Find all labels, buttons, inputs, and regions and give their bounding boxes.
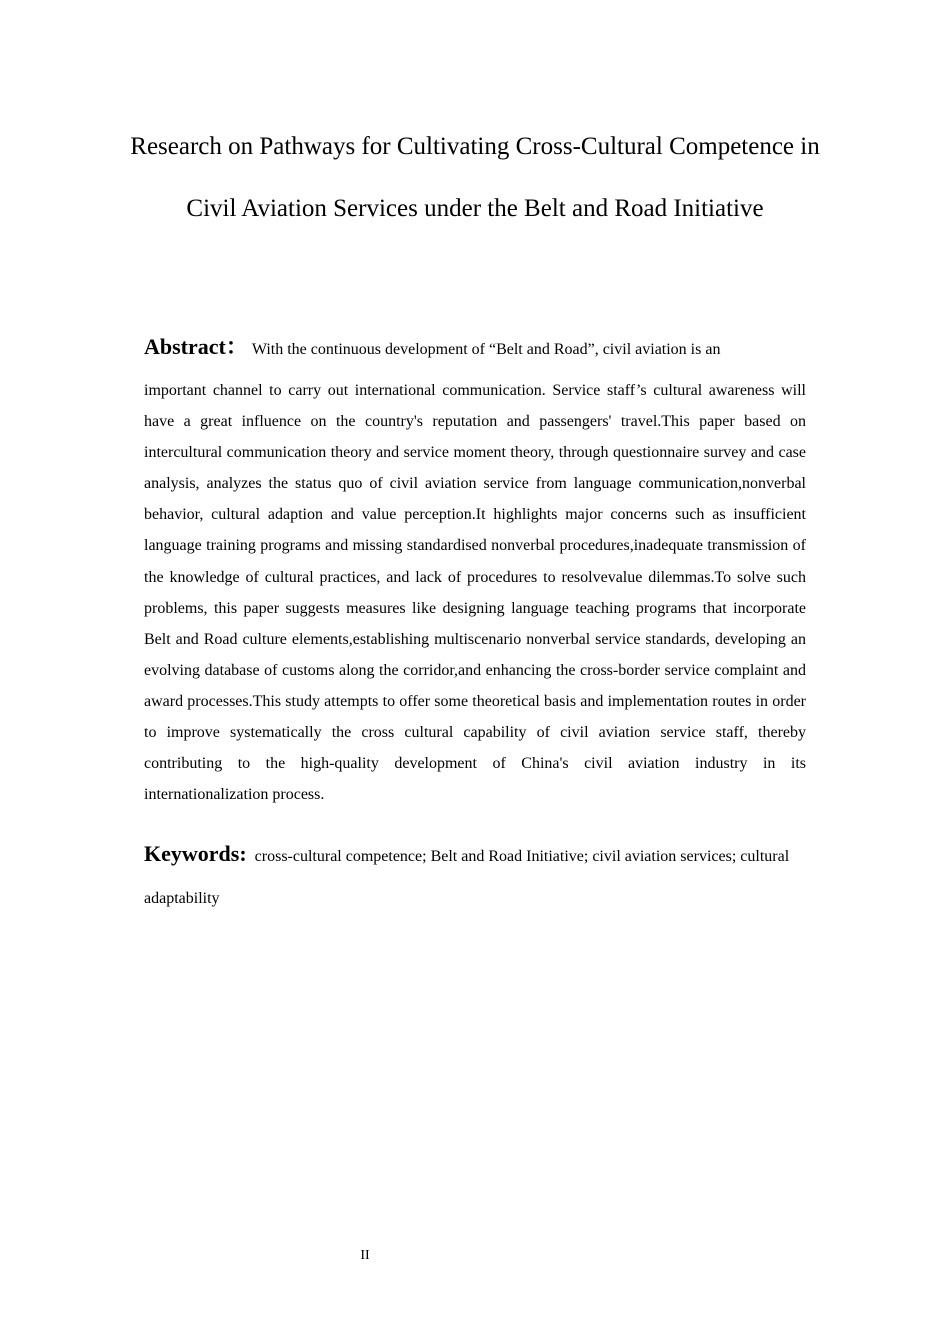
paper-title: Research on Pathways for Cultivating Cross-Cultural Competence in Civil Aviation Services under the Belt and Road Initiative [130,133,820,222]
keywords-section [144,833,806,920]
abstract-text: important channel to carry out international communication. Service staff’s cultural awareness will have a great influence on the country's reputation and passengers' travel.This paper based on intercultural communication theory and service moment theory, through questionnaire survey and case analysis, analyzes the status quo of civil aviation service from language communication,nonverbal behavior, cultural adaption and value perception.It highlights major concerns such as insufficient language training programs and missing standardised nonverbal procedures,inadequate transmission of the knowledge of cultural practices, and lack of procedures to resolvevalue dilemmas.To solve such problems, this paper suggests measures like designing language teaching programs that incorporate Belt and Road culture elements,establishing multiscenario nonverbal service standards, developing an evolving database of customs along the corridor,and enhancing the cross-border service complaint and award processes.This study attempts to offer some theoretical basis and implementation routes in order to improve systematically the cross cultural capability of civil aviation service staff, thereby contributing to the high-quality development of China's civil aviation industry in its internationalization process. [144,382,806,804]
abstract-first-line [144,322,806,375]
abstract-section [144,322,806,810]
page-number: II [360,1248,370,1263]
keywords-label: Keywords: [144,841,247,866]
abstract-first-line-text: With the continuous development of “Belt and Road”, civil aviation is an [251,341,721,358]
abstract-label: Abstract： [144,334,248,359]
keywords-text: cross-cultural competence; Belt and Road Initiative; civil aviation services; cultural adaptability [144,848,790,907]
